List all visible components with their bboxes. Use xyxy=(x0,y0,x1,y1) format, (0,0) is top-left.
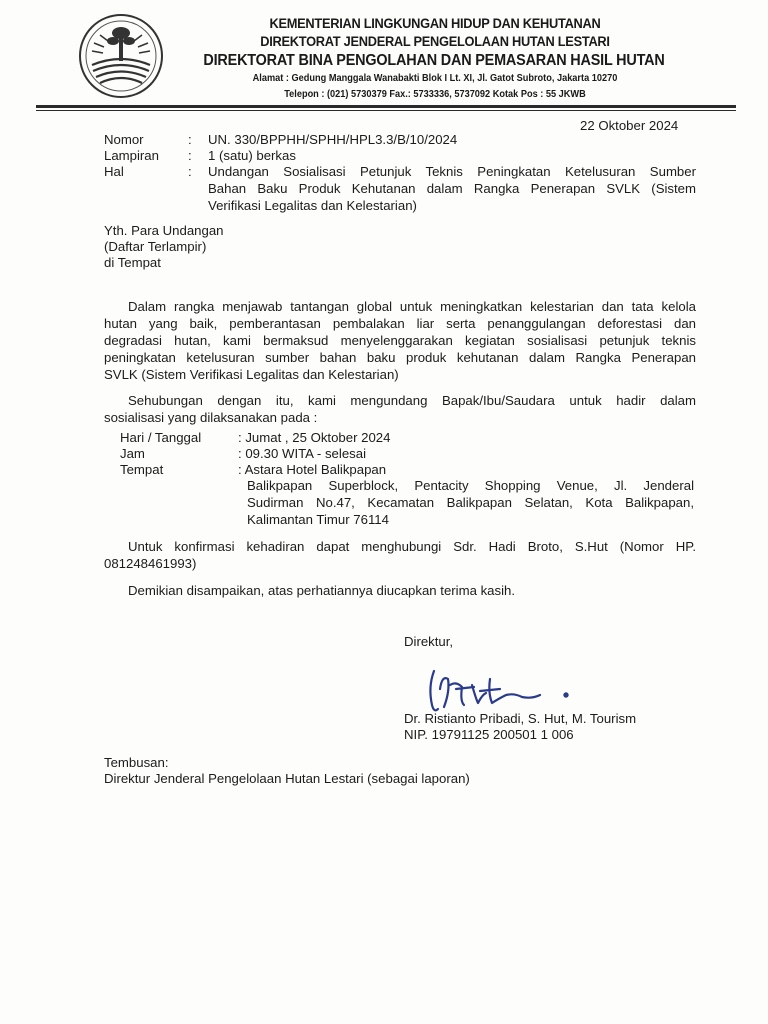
letterhead-directorate-general: DIREKTORAT JENDERAL PENGELOLAAN HUTAN LESTARI xyxy=(260,34,610,49)
ministry-logo-icon xyxy=(78,13,164,99)
body-line: sosialisasi yang dilaksanakan pada : xyxy=(104,410,318,425)
hal-line: Verifikasi Legalitas dan Kelestarian) xyxy=(208,198,417,213)
recipient-line: Yth. Para Undangan xyxy=(104,223,224,238)
jam-value: : 09.30 WITA - selesai xyxy=(238,446,367,461)
body-line: hutan yang baik, pemberantasan pembalakan liar serta penanggulangan deforestasi dan xyxy=(104,316,696,331)
hal-value xyxy=(208,163,696,214)
colon: : xyxy=(188,132,192,147)
body-paragraph-3 xyxy=(104,538,696,572)
nomor-value: UN. 330/BPPHH/SPHH/HPL3.3/B/10/2024 xyxy=(208,132,458,147)
letterhead-ministry: KEMENTERIAN LINGKUNGAN HIDUP DAN KEHUTANAN xyxy=(269,16,601,31)
hari-label: Hari / Tanggal xyxy=(120,430,202,445)
jam-label: Jam xyxy=(120,446,145,461)
nomor-label: Nomor xyxy=(104,132,144,147)
signatory-name: Dr. Ristianto Pribadi, S. Hut, M. Tourism xyxy=(404,711,637,726)
letterhead-phone: Telepon : (021) 5730379 Fax.: 5733336, 5737092 Kotak Pos : 55 JKWB xyxy=(284,89,586,100)
hal-line: Bahan Baku Produk Kehutanan dalam Rangka Penerapan SVLK (Sistem xyxy=(208,181,696,196)
lampiran-label: Lampiran xyxy=(104,148,159,163)
tempat-address xyxy=(247,477,694,528)
body-line: SVLK (Sistem Verifikasi Legalitas dan Kelestarian) xyxy=(104,367,399,382)
tempat-label: Tempat xyxy=(120,462,164,477)
body-line: degradasi hutan, kami bermaksud menyelenggarakan kegiatan sosialisasi petunjuk teknis xyxy=(104,333,696,348)
signatory-nip: NIP. 19791125 200501 1 006 xyxy=(404,727,574,742)
hari-value: : Jumat , 25 Oktober 2024 xyxy=(238,430,391,445)
body-paragraph-2 xyxy=(104,392,696,426)
tempat-value: : Astara Hotel Balikpapan xyxy=(238,462,387,477)
body-line: Untuk konfirmasi kehadiran dapat menghubungi Sdr. Hadi Broto, S.Hut (Nomor HP. xyxy=(128,539,696,554)
body-line: Dalam rangka menjawab tantangan global untuk meningkatkan kelestarian dan tata kelola xyxy=(128,299,696,314)
letterhead-directorate: DIREKTORAT BINA PENGOLAHAN DAN PEMASARAN HASIL HUTAN xyxy=(203,52,665,69)
tembusan-line: Direktur Jenderal Pengelolaan Hutan Lestari (sebagai laporan) xyxy=(104,771,470,786)
signature-title: Direktur, xyxy=(404,634,454,649)
body-paragraph-1 xyxy=(104,298,696,383)
hal-line: Undangan Sosialisasi Petunjuk Teknis Peningkatan Ketelusuran Sumber xyxy=(208,164,696,179)
recipient-line: di Tempat xyxy=(104,255,161,270)
body-line: Sehubungan dengan itu, kami mengundang Bapak/Ibu/Saudara untuk hadir dalam xyxy=(128,393,696,408)
tembusan-label: Tembusan: xyxy=(104,755,169,770)
letter-date: 22 Oktober 2024 xyxy=(580,118,679,133)
tempat-line: Sudirman No.47, Kecamatan Balikpapan Selatan, Kota Balikpapan, xyxy=(247,495,694,510)
letterhead-divider xyxy=(36,105,736,108)
hal-label: Hal xyxy=(104,164,124,179)
letterhead-address: Alamat : Gedung Manggala Wanabakti Blok I Lt. XI, Jl. Gatot Subroto, Jakarta 10270 xyxy=(252,73,618,84)
recipient-line: (Daftar Terlampir) xyxy=(104,239,207,254)
body-line: peningkatan ketelusuran sumber bahan baku produk kehutanan dalam Rangka Penerapan xyxy=(104,350,696,365)
body-line: 081248461993) xyxy=(104,556,197,571)
colon: : xyxy=(188,148,192,163)
tempat-line: Balikpapan Superblock, Pentacity Shopping Venue, Jl. Jenderal xyxy=(247,478,694,493)
body-paragraph-4: Demikian disampaikan, atas perhatiannya diucapkan terima kasih. xyxy=(128,583,516,598)
lampiran-value: 1 (satu) berkas xyxy=(208,148,296,163)
colon: : xyxy=(188,164,192,179)
tempat-line: Kalimantan Timur 76114 xyxy=(247,512,389,527)
letterhead-divider-thin xyxy=(36,110,736,111)
